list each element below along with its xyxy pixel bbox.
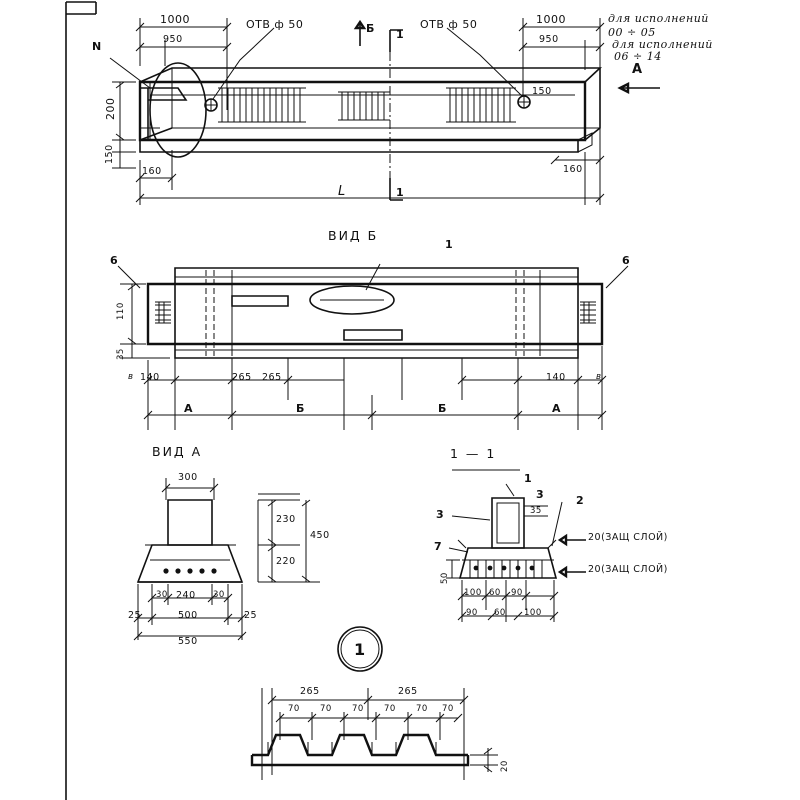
note-cover-top: 20(ЗАЩ СЛОЙ) — [588, 532, 668, 543]
view-b-title: ВИД Б — [328, 228, 379, 243]
dim-span-l: L — [338, 184, 346, 199]
view-a-dim-25-left: 25 — [128, 610, 142, 621]
view-b-mark-6-left: 6 — [110, 254, 119, 267]
view-a-title: ВИД А — [152, 444, 203, 459]
detail-dim-265-left: 265 — [300, 686, 320, 697]
section-1-1-title: 1 — 1 — [450, 446, 497, 461]
detail-dim-70-2: 70 — [320, 704, 332, 714]
section-chain-up-60: 60 — [489, 588, 501, 598]
dim-height-150-right: 150 — [532, 86, 552, 97]
view-a-dim-240: 240 — [176, 590, 196, 601]
dim-top-left-950: 950 — [163, 34, 183, 45]
view-a-dim-500: 500 — [178, 610, 198, 621]
view-a-dim-550: 550 — [178, 636, 198, 647]
view-a-dim-220: 220 — [276, 556, 296, 567]
view-b-dim-110: 110 — [116, 302, 126, 320]
view-b-dim-35: 35 — [116, 348, 126, 360]
callout-node-n: N — [92, 40, 102, 53]
note-line-2: 00 ÷ 05 — [608, 26, 656, 39]
detail-dim-265-right: 265 — [398, 686, 418, 697]
view-b-chain-140-right: 140 — [546, 372, 566, 383]
section-pos-7: 7 — [434, 540, 443, 553]
section-mark-1-bottom: 1 — [396, 186, 405, 199]
view-b-zone-a-right: А — [552, 402, 562, 415]
section-dim-50: 50 — [440, 572, 450, 584]
callout-hole-right: ОТВ ф 50 — [420, 18, 478, 31]
detail-dim-70-3: 70 — [352, 704, 364, 714]
section-chain-up-90: 90 — [511, 588, 523, 598]
section-chain-low-90: 90 — [466, 608, 478, 618]
section-mark-1-top: 1 — [396, 28, 405, 41]
note-cover-bottom: 20(ЗАЩ СЛОЙ) — [588, 564, 668, 575]
detail-dim-70-5: 70 — [416, 704, 428, 714]
view-b-detail-1-mark: 1 — [445, 238, 454, 251]
view-b-zone-a-left: А — [184, 402, 194, 415]
dim-height-150-left: 150 — [104, 144, 115, 164]
view-a-dim-25-right: 25 — [244, 610, 258, 621]
section-pos-2: 2 — [576, 494, 585, 507]
section-pos-3-top: 3 — [536, 488, 545, 501]
detail-dim-70-4: 70 — [384, 704, 396, 714]
section-pos-3-left: 3 — [436, 508, 445, 521]
detail-dim-70-6: 70 — [442, 704, 454, 714]
callout-hole-left: ОТВ ф 50 — [246, 18, 304, 31]
view-b-chain-140-left: 140 — [140, 372, 160, 383]
detail-dim-70-1: 70 — [288, 704, 300, 714]
detail-bubble-label: 1 — [354, 640, 366, 659]
detail-dim-20: 20 — [500, 760, 510, 772]
view-a-dim-450: 450 — [310, 530, 330, 541]
note-line-4: 06 ÷ 14 — [614, 50, 662, 63]
view-b-zone-b-left: Б — [296, 402, 305, 415]
dim-bottom-160-right: 160 — [563, 164, 583, 175]
view-b-chain-v-right: в — [596, 372, 602, 382]
dim-bottom-160-left: 160 — [142, 166, 162, 177]
view-b-mark-6-right: 6 — [622, 254, 631, 267]
view-a-dim-230: 230 — [276, 514, 296, 525]
section-dim-35: 35 — [530, 506, 542, 516]
section-mark-b: Б — [366, 22, 375, 35]
note-line-3: для исполнений — [612, 38, 713, 51]
view-a-dim-30-left: 30 — [156, 590, 168, 600]
dim-top-left-1000: 1000 — [160, 13, 190, 26]
section-pos-1: 1 — [524, 472, 533, 485]
dim-top-right-950: 950 — [539, 34, 559, 45]
view-b-chain-v-left: в — [128, 372, 134, 382]
dim-top-right-1000: 1000 — [536, 13, 566, 26]
view-b-chain-265-a: 265 — [232, 372, 252, 383]
note-line-1: для исполнений — [608, 12, 709, 25]
section-chain-up-100: 100 — [464, 588, 482, 598]
view-a-dim-300: 300 — [178, 472, 198, 483]
view-arrow-a-label: А — [632, 62, 643, 77]
section-chain-low-60: 60 — [494, 608, 506, 618]
view-a-dim-30-right: 30 — [213, 590, 225, 600]
view-b-zone-b-right: Б — [438, 402, 447, 415]
section-chain-low-100: 100 — [524, 608, 542, 618]
view-b-chain-265-b: 265 — [262, 372, 282, 383]
dim-height-200: 200 — [104, 97, 117, 120]
